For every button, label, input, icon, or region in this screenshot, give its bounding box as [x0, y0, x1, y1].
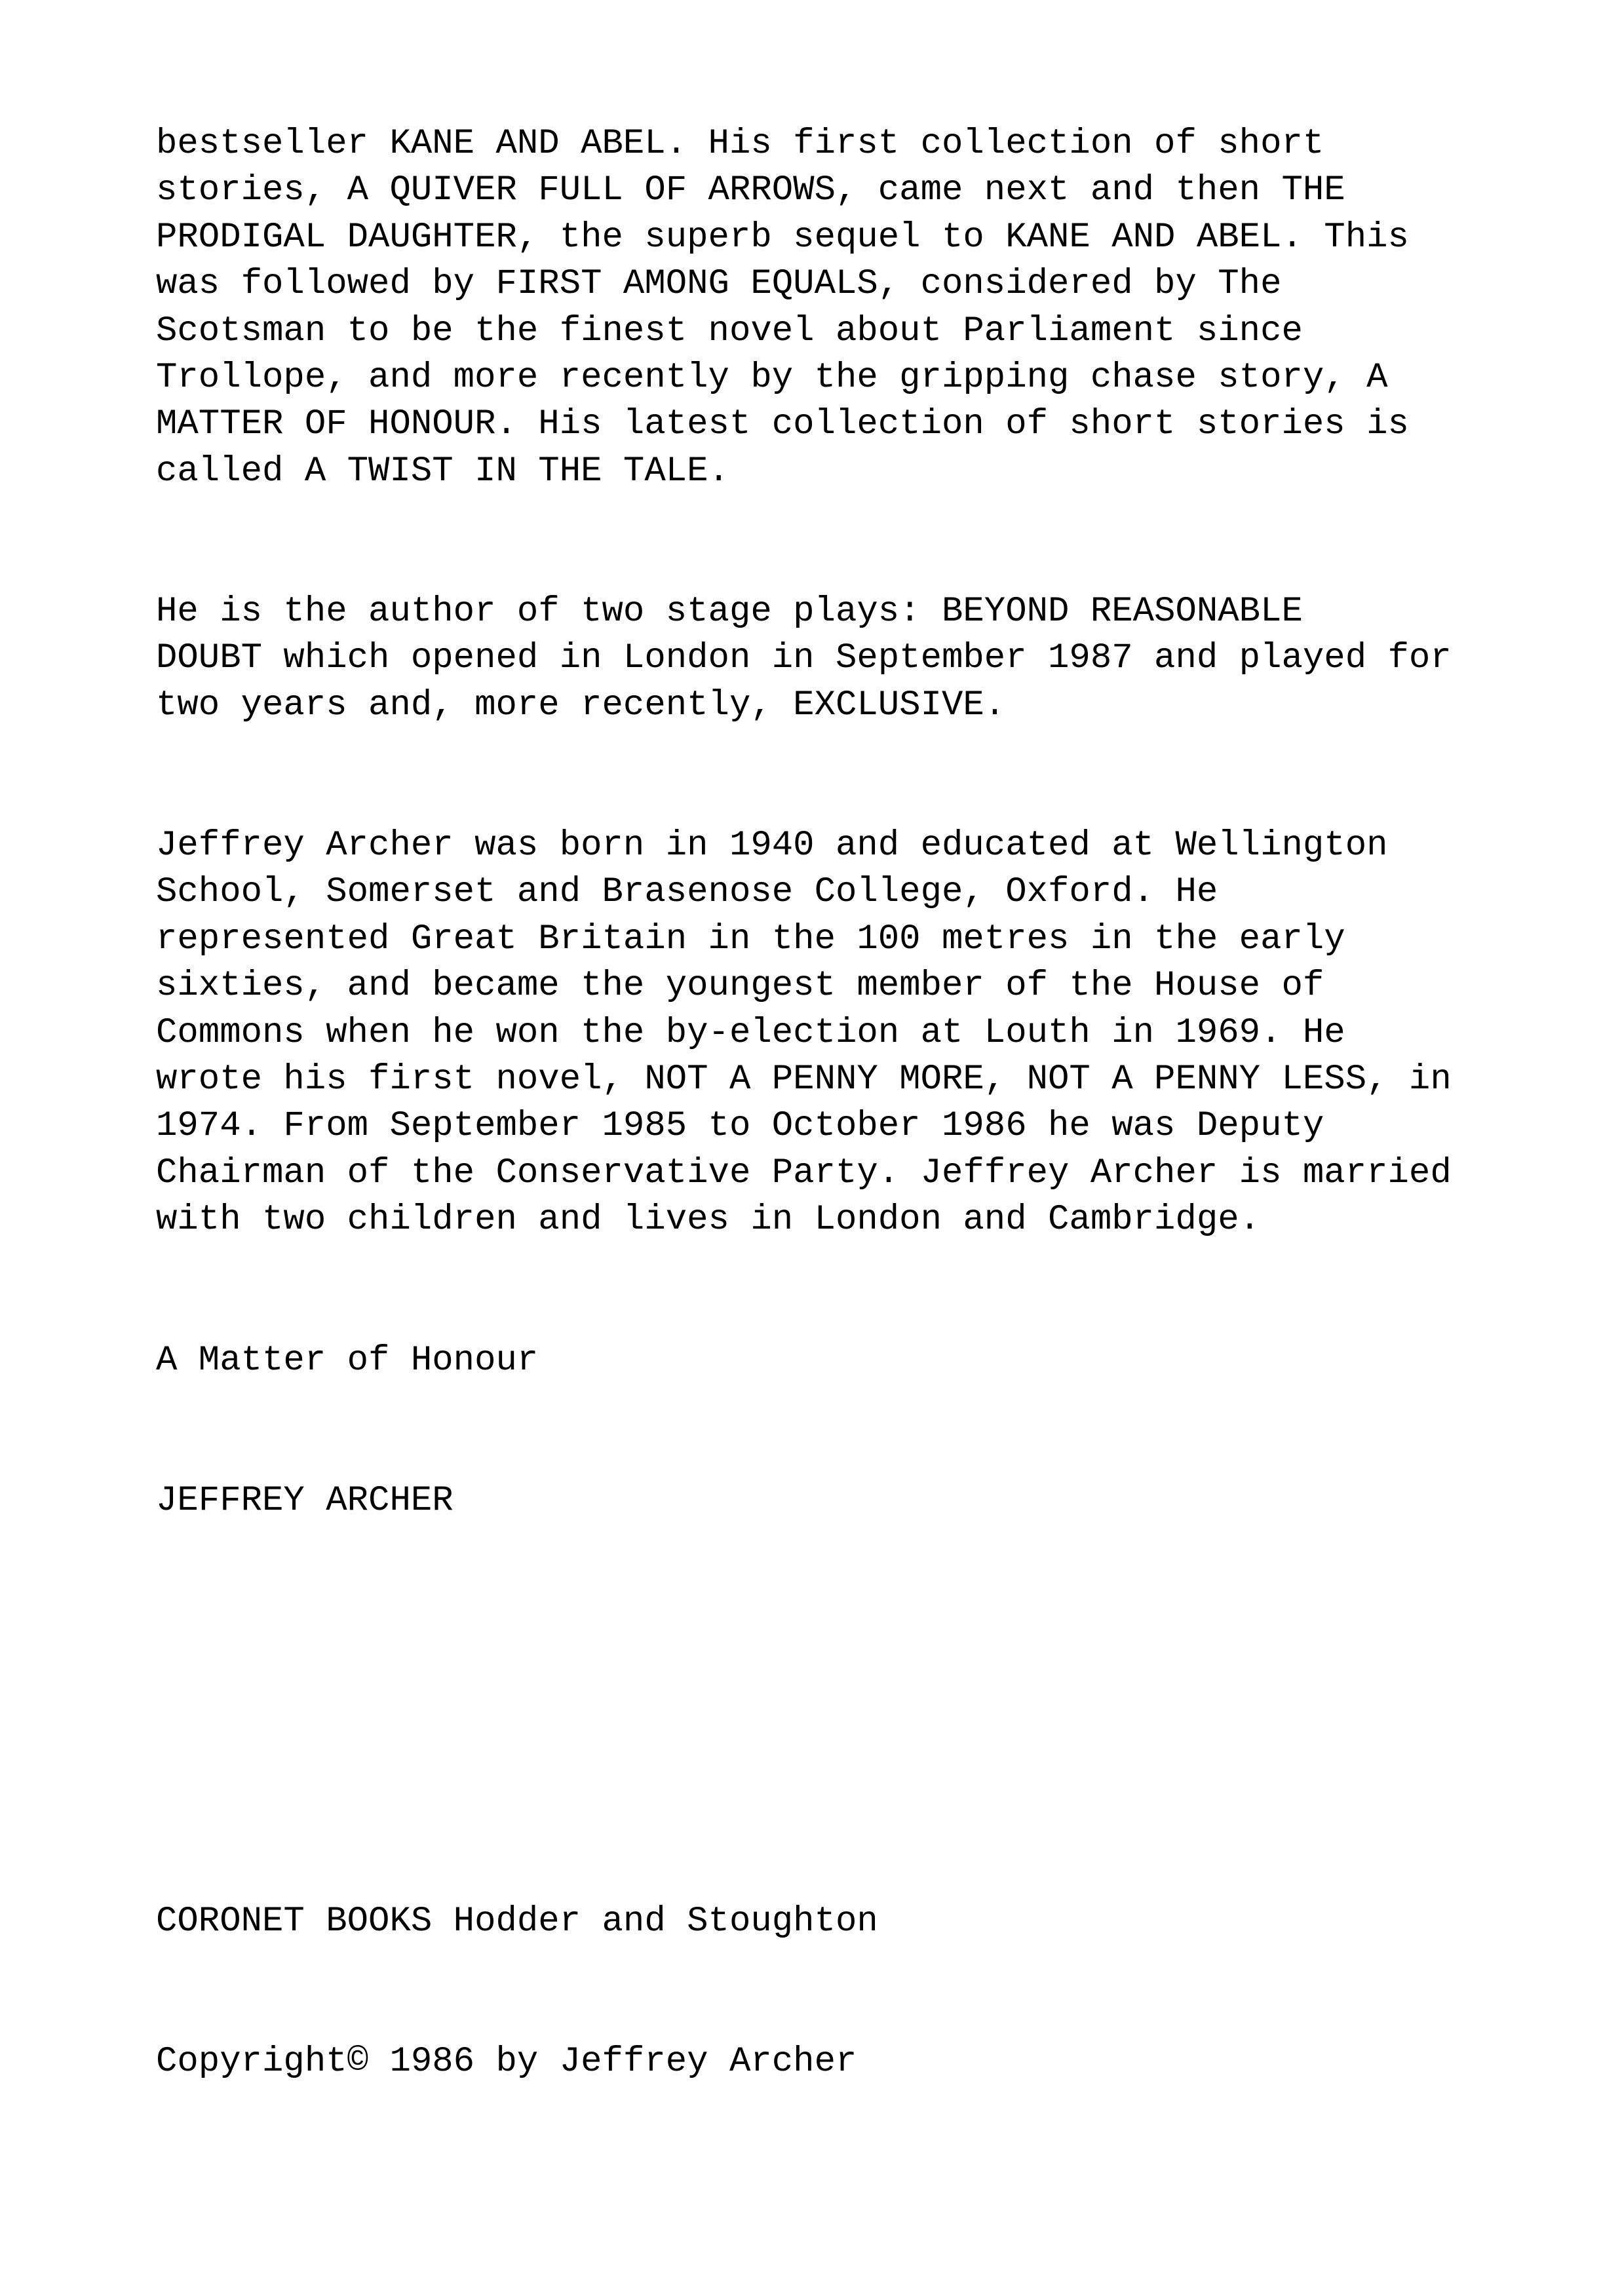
publisher-imprint: CORONET BOOKS Hodder and Stoughton: [156, 1902, 878, 1942]
copyright-notice: Copyright© 1986 by Jeffrey Archer: [156, 2042, 857, 2082]
bibliography-paragraph: bestseller KANE AND ABEL. His first collection of short stories, A QUIVER FULL OF ARROWS, came next and then THE PRODIGAL DAUGHTER, the superb sequel to KANE AND ABEL. This was followed by FIRST AMONG EQUALS, considered by The Scotsman to be the finest novel about Parliament since Trollope, and more recently by the gripping chase story, A MATTER OF HONOUR. His latest collection of short stories is called A TWIST IN THE TALE.: [156, 124, 1409, 491]
author-name: JEFFREY ARCHER: [156, 1481, 454, 1521]
book-title: A Matter of Honour: [156, 1341, 539, 1381]
stage-plays-paragraph: He is the author of two stage plays: BEYOND REASONABLE DOUBT which opened in London in September 1987 and played for two years and, more recently, EXCLUSIVE.: [156, 592, 1452, 725]
author-biography-paragraph: Jeffrey Archer was born in 1940 and educated at Wellington School, Somerset and Brasenose College, Oxford. He represented Great Britain in the 100 metres in the early sixties, and became the youngest member of the House of Commons when he won the by-election at Louth in 1969. He wrote his first novel, NOT A PENNY MORE, NOT A PENNY LESS, in 1974. From September 1985 to October 1986 he was Deputy Chairman of the Conservative Party. Jeffrey Archer is married with two children and lives in London and Cambridge.: [156, 826, 1452, 1240]
